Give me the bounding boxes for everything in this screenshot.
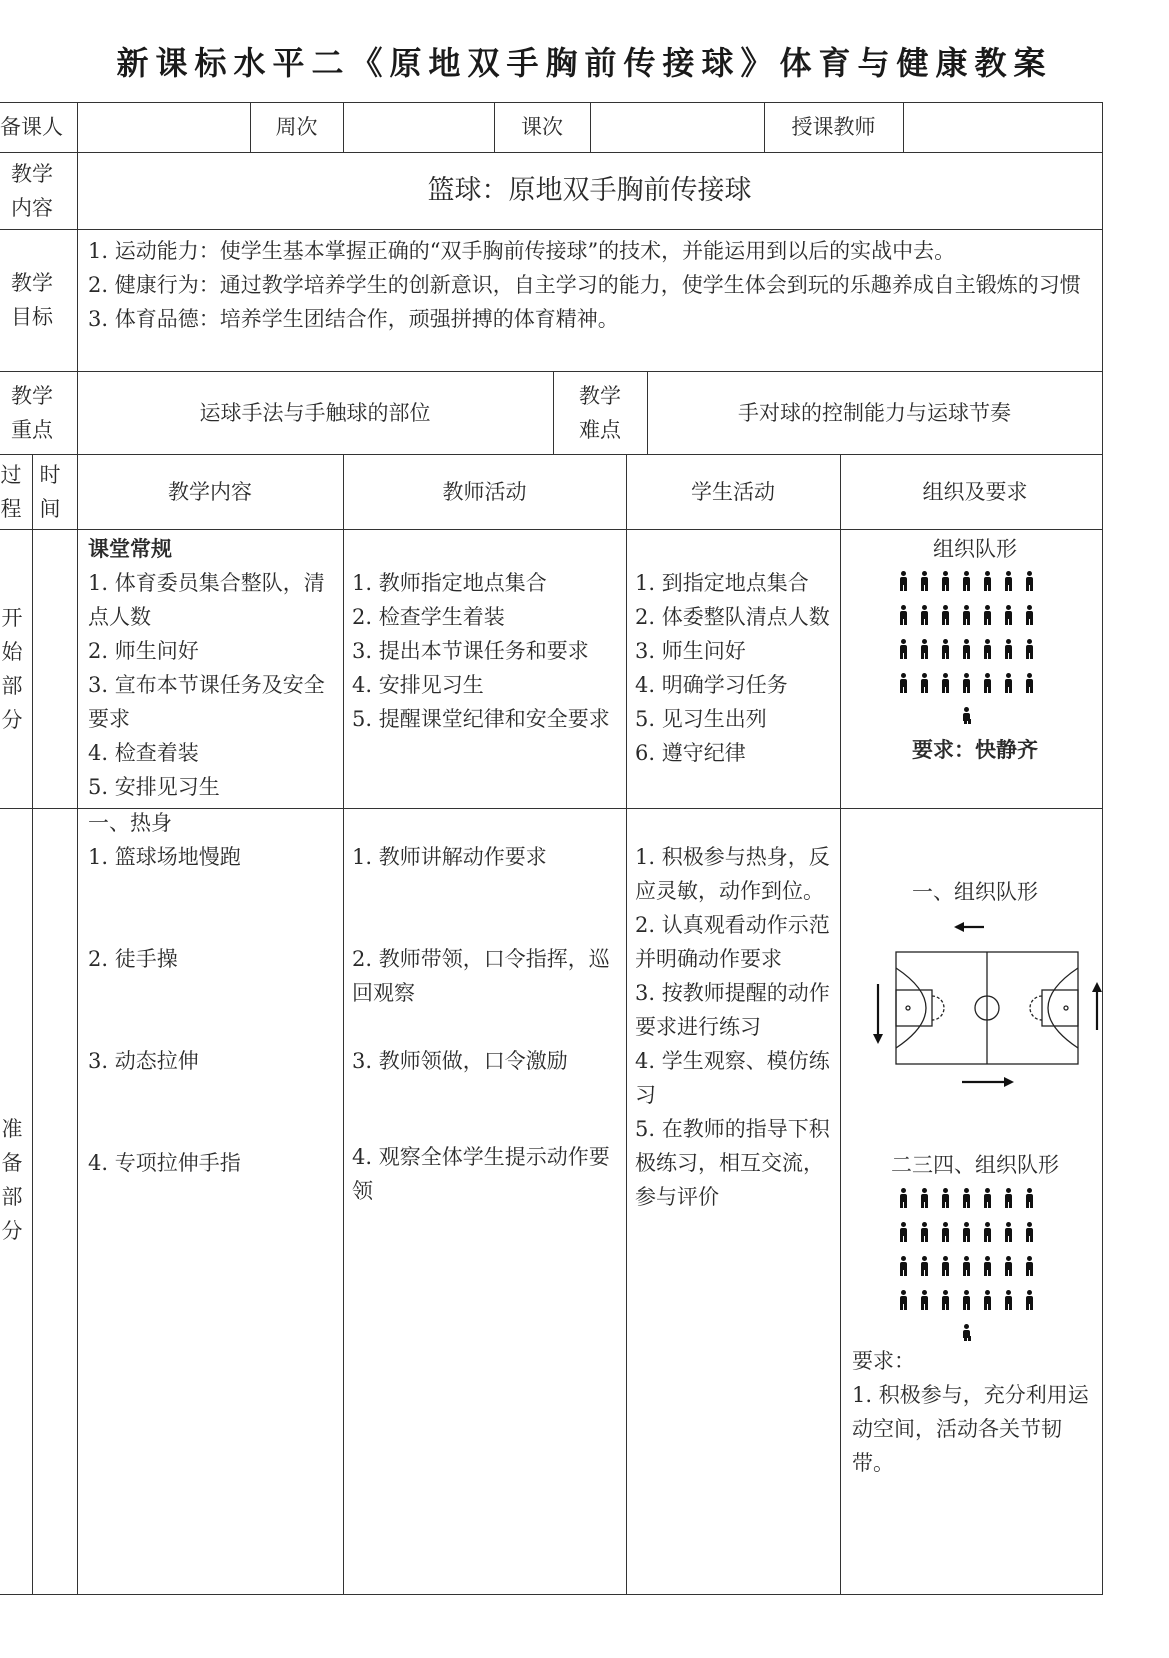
student-figure-icon [961,673,972,693]
student-figure-icon [1024,1222,1035,1242]
start-content-item: 3. 宣布本节课任务及安全要求 [88,673,325,731]
student-figure-icon [961,639,972,659]
formation-prep [898,1188,1050,1338]
student-figure-icon [982,1256,993,1276]
arrow-up-icon [1092,982,1102,1030]
teacher-label: 授课教师 [791,115,876,139]
rule-k1 [553,371,554,454]
start-content-item: 4. 检查着装 [88,741,199,765]
start-student-item: 4. 明确学习任务 [635,673,788,697]
start-teacher-item: 4. 安排见习生 [352,673,484,697]
student-figure-icon [1003,639,1014,659]
student-figure-icon [1003,1222,1014,1242]
prep-teacher-item-2: 2. 教师带领，口令指挥，巡回观察 [352,947,610,1005]
start-student-item: 2. 体委整队清点人数 [635,605,830,629]
col-content: 教学内容 [168,479,252,504]
objectives-label: 教学目标 [11,271,53,329]
start-student [635,566,835,770]
student-figure-icon [940,571,951,591]
objective-3: 3. 体育品德：培养学生团结合作，顽强拼搏的体育精神。 [88,307,619,331]
col-teacher: 教师活动 [442,479,527,504]
student-figure-icon [982,639,993,659]
student-figure-icon [919,639,930,659]
prep-content [88,806,338,840]
student-figure-icon [1003,1256,1014,1276]
student-figure-icon [1003,571,1014,591]
prep-section-label: 准备部分 [1,1117,23,1243]
student-figure-icon [940,1222,951,1242]
student-figure-icon [919,571,930,591]
court-icon [896,952,1078,1064]
prep-org-req-label: 要求： [852,1349,915,1373]
start-teacher-item: 2. 检查学生着装 [352,605,505,629]
student-figure-icon [898,1188,909,1208]
start-org-title: 组织队形 [933,537,1017,561]
page-title: 新课标水平二《原地双手胸前传接球》体育与健康教案 [116,44,1053,82]
start-student-item: 5. 见习生出列 [635,707,767,731]
start-org-requirement: 要求：快静齐 [912,737,1038,762]
student-figure-icon [940,1188,951,1208]
student-figure-icon [982,673,993,693]
student-figure-icon [940,1256,951,1276]
teacher-figure-icon [962,1324,971,1340]
start-content-item: 2. 师生问好 [88,639,199,663]
arrow-left-icon [954,922,984,932]
student-figure-icon [898,639,909,659]
student-figure-icon [982,571,993,591]
start-teacher-item: 3. 提出本节课任务和要求 [352,639,589,663]
student-figure-icon [898,673,909,693]
student-figure-icon [1003,605,1014,625]
start-teacher [352,566,622,736]
content-value: 篮球：原地双手胸前传接球 [427,174,752,206]
student-figure-icon [940,639,951,659]
col-time: 时间 [39,462,61,521]
student-figure-icon [1024,673,1035,693]
prep-student-item: 4. 学生观察、模仿练习 [635,1049,830,1107]
student-figure-icon [961,1290,972,1310]
student-figure-icon [961,1222,972,1242]
prep-student [635,840,835,1214]
key-label: 教学重点 [11,383,53,442]
rule-prep-bottom [0,1594,1103,1595]
col-organization: 组织及要求 [922,479,1028,504]
student-figure-icon [919,673,930,693]
prep-student-item: 1. 积极参与热身，反应灵敏，动作到位。 [635,845,830,903]
student-figure-icon [1003,1188,1014,1208]
rule-colhead-bottom [0,529,1103,530]
student-figure-icon [898,1290,909,1310]
student-figure-icon [1024,639,1035,659]
preparer-label: 备课人 [0,115,63,139]
student-figure-icon [1024,571,1035,591]
student-figure-icon [961,1188,972,1208]
student-figure-icon [919,605,930,625]
student-figure-icon [919,1188,930,1208]
difficulty-label: 教学难点 [579,383,621,442]
basketball-court-diagram [864,912,1104,1092]
lesson-label: 课次 [521,115,563,139]
rule-right [1102,102,1103,1594]
start-student-item: 1. 到指定地点集合 [635,571,809,595]
teacher-figure-icon [962,707,971,723]
rule-teacher-col [626,454,627,1594]
student-figure-icon [919,1256,930,1276]
rule-time-col [32,454,33,1594]
col-process: 过程 [0,462,22,521]
student-figure-icon [940,673,951,693]
prep-content-item-2: 2. 徒手操 [88,947,178,971]
student-figure-icon [1024,1188,1035,1208]
content-label: 教学内容 [11,161,53,220]
prep-org-title-1: 一、组织队形 [912,880,1038,904]
prep-content-item-4: 4. 专项拉伸手指 [88,1151,241,1175]
start-teacher-item: 1. 教师指定地点集合 [352,571,547,595]
student-figure-icon [982,605,993,625]
student-figure-icon [940,1290,951,1310]
start-content-item: 5. 安排见习生 [88,775,220,799]
prep-student-item: 5. 在教师的指导下积极练习，相互交流，参与评价 [635,1117,830,1209]
teacher-value[interactable] [903,102,1102,152]
rule-student-col [840,454,841,1594]
start-teacher-item: 5. 提醒课堂纪律和安全要求 [352,707,610,731]
start-section-label: 开始部分 [1,605,23,732]
prep-student-item: 2. 认真观看动作示范并明确动作要求 [635,913,830,971]
student-figure-icon [898,605,909,625]
prep-teacher-item-4: 4. 观察全体学生提示动作要领 [352,1145,610,1203]
start-content-item: 1. 体育委员集合整队，清点人数 [88,571,325,629]
rule-content-col [343,454,344,1594]
student-figure-icon [919,1222,930,1242]
arrow-down-icon [873,984,883,1044]
prep-content-item-1: 1. 篮球场地慢跑 [88,845,241,869]
prep-teacher-item-1: 1. 教师讲解动作要求 [352,845,547,869]
formation-start [898,571,1050,721]
week-value[interactable] [343,102,494,152]
lesson-value[interactable] [590,102,764,152]
prep-org-title-2: 二三四、组织队形 [891,1153,1059,1177]
col-student: 学生活动 [691,479,775,504]
student-figure-icon [919,1290,930,1310]
student-figure-icon [961,571,972,591]
rule-label-col [77,102,78,1594]
start-student-item: 6. 遵守纪律 [635,741,746,765]
prep-org-req-text: 1. 积极参与，充分利用运动空间，活动各关节韧带。 [852,1383,1089,1475]
student-figure-icon [961,605,972,625]
week-label: 周次 [275,115,318,139]
start-content [88,532,338,804]
student-figure-icon [1024,1256,1035,1276]
student-figure-icon [1003,1290,1014,1310]
prep-content-heading: 一、热身 [88,811,172,835]
key-value: 运球手法与手触球的部位 [199,400,431,425]
objective-1: 1. 运动能力：使学生基本掌握正确的“双手胸前传接球”的技术，并能运用到以后的实战中去。 [88,239,956,263]
student-figure-icon [898,1256,909,1276]
student-figure-icon [1024,1290,1035,1310]
objective-2: 2. 健康行为：通过教学培养学生的创新意识，自主学习的能力，使学生体会到玩的乐趣养成自主锻炼的习惯 [88,273,1081,297]
student-figure-icon [1003,673,1014,693]
student-figure-icon [1024,605,1035,625]
arrow-right-icon [962,1077,1014,1087]
start-content-title: 课堂常规 [88,536,172,561]
student-figure-icon [982,1290,993,1310]
student-figure-icon [898,1222,909,1242]
student-figure-icon [940,605,951,625]
prep-student-item: 3. 按教师提醒的动作要求进行练习 [635,981,830,1039]
rule-content-bottom [0,229,1103,230]
start-student-item: 3. 师生问好 [635,639,746,663]
student-figure-icon [982,1222,993,1242]
prep-content-item-3: 3. 动态拉伸 [88,1049,199,1073]
difficulty-value: 手对球的控制能力与运球节奏 [738,400,1011,425]
prep-teacher-item-3: 3. 教师领做，口令激励 [352,1049,568,1073]
student-figure-icon [961,1256,972,1276]
objectives-list [88,234,1096,336]
student-figure-icon [898,571,909,591]
preparer-value[interactable] [77,102,250,152]
student-figure-icon [982,1188,993,1208]
